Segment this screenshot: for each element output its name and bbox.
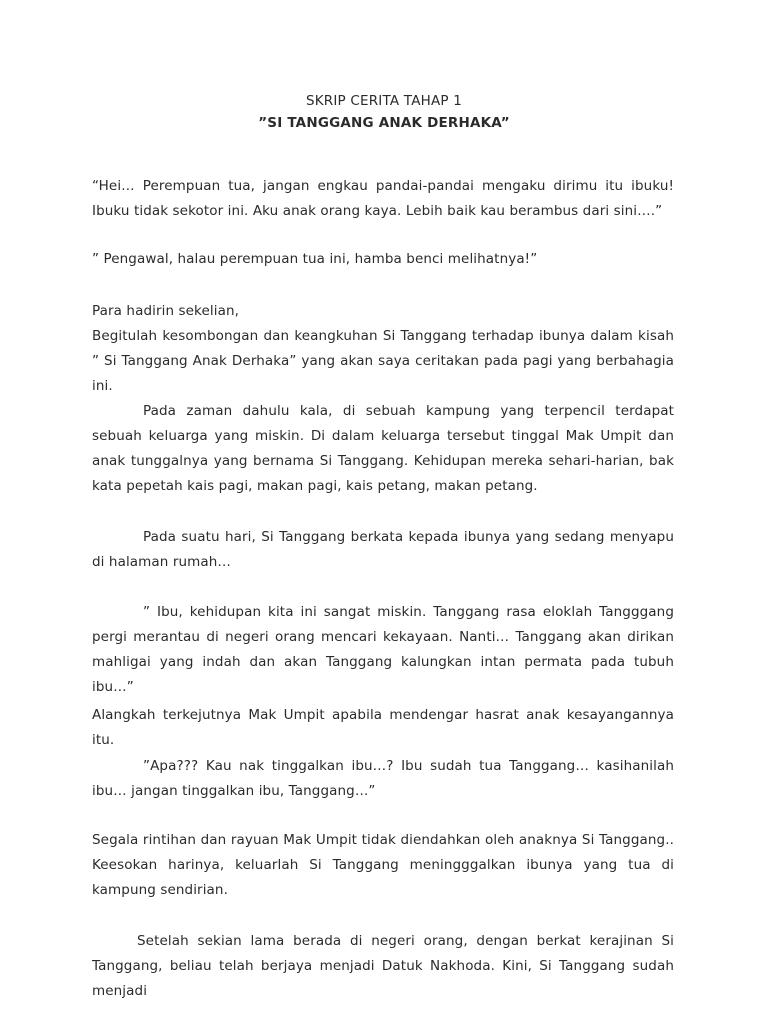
paragraph: ” Pengawal, halau perempuan tua ini, hamba benci melihatnya!”: [92, 251, 538, 267]
paragraph: ”Apa??? Kau nak tinggalkan ibu…? Ibu sudah tua Tanggang… kasihanilah ibu… jangan tinggalkan ibu, Tanggang…”: [92, 758, 674, 799]
document-title: SKRIP CERITA TAHAP 1: [305, 93, 463, 109]
paragraph: ” Ibu, kehidupan kita ini sangat miskin. Tanggang rasa eloklah Tangggang pergi merantau di negeri orang mencari kekayaan. Nanti… Tanggang akan dirikan mahligai yang indah dan akan Tanggang kalungkan intan permata pada tubuh ibu…”: [92, 604, 674, 695]
paragraph: Segala rintihan dan rayuan Mak Umpit tidak diendahkan oleh anaknya Si Tanggang.. Keesokan harinya, keluarlah Si Tanggang meningggalkan ibunya yang tua di kampung sendirian.: [92, 832, 674, 898]
paragraph: “Hei… Perempuan tua, jangan engkau pandai-pandai mengaku dirimu itu ibuku! Ibuku tidak sekotor ini. Aku anak orang kaya. Lebih baik kau berambus dari sini….”: [92, 178, 674, 219]
paragraph: Alangkah terkejutnya Mak Umpit apabila mendengar hasrat anak kesayangannya itu.: [92, 707, 674, 748]
paragraph: Begitulah kesombongan dan keangkuhan Si Tanggang terhadap ibunya dalam kisah ” Si Tanggang Anak Derhaka” yang akan saya ceritakan pada pagi yang berbahagia ini.: [92, 328, 674, 394]
story-title: ”SI TANGGANG ANAK DERHAKA”: [258, 115, 510, 131]
paragraph: Pada suatu hari, Si Tanggang berkata kepada ibunya yang sedang menyapu di halaman rumah…: [92, 529, 674, 570]
paragraph: Para hadirin sekelian,: [92, 303, 240, 319]
paragraph: Pada zaman dahulu kala, di sebuah kampung yang terpencil terdapat sebuah keluarga yang miskin. Di dalam keluarga tersebut tinggal Mak Umpit dan anak tunggalnya yang bernama Si Tanggang. Kehidupan mereka sehari-harian, bak kata pepetah kais pagi, makan pagi, kais petang, makan petang.: [92, 403, 674, 494]
paragraph: Setelah sekian lama berada di negeri orang, dengan berkat kerajinan Si Tanggang, beliau telah berjaya menjadi Datuk Nakhoda. Kini, Si Tanggang sudah menjadi: [92, 933, 674, 999]
